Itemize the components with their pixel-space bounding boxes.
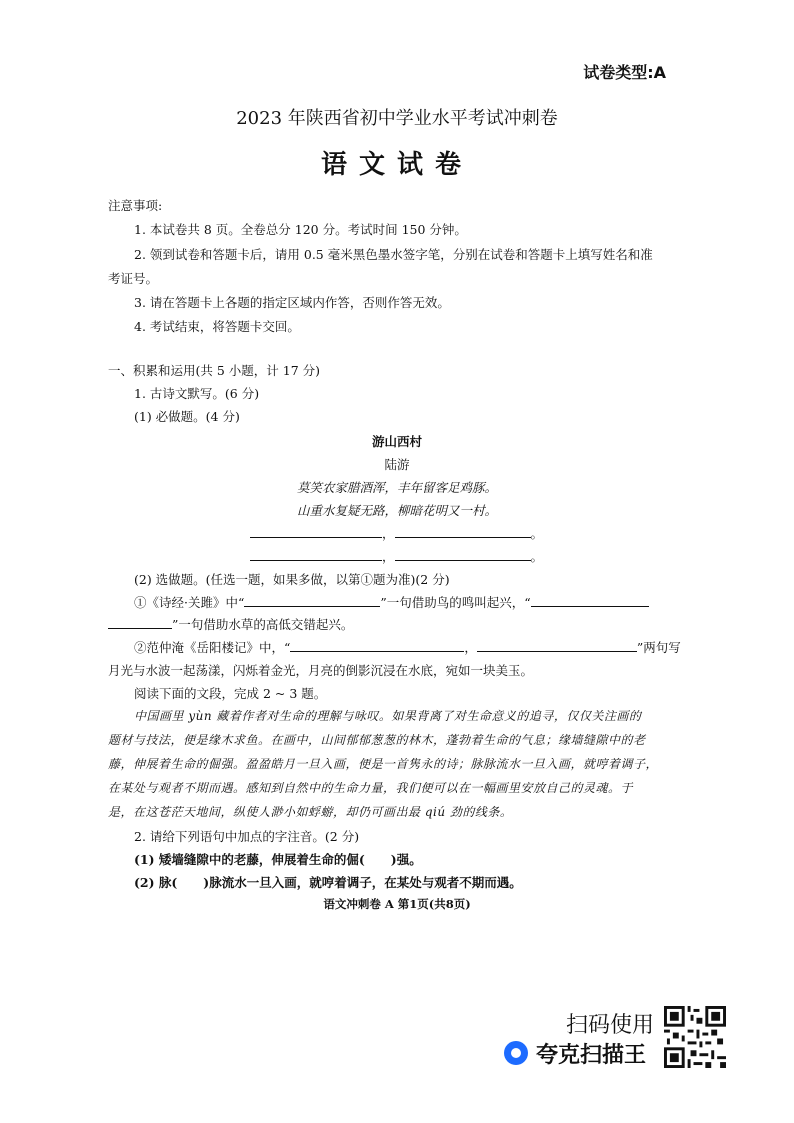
exam-title: 2023 年陕西省初中学业水平考试冲刺卷	[236, 108, 558, 129]
option-2-text: ”两句写	[636, 640, 681, 655]
option-1-cont	[108, 615, 353, 633]
qr-code-icon[interactable]	[664, 1006, 726, 1068]
notice-item: 3. 请在答题卡上各题的指定区域内作答，否则作答无效。	[134, 295, 450, 310]
passage-line: 是，在这苍茫天地间，纵使人渺小如蜉蝣，却仍可画出最 qiú 劲的线条。	[108, 805, 513, 819]
question-2-1-text: (1) 矮墙缝隙中的老藤，伸展着生命的倔(	[134, 852, 365, 867]
option-2-text: ，	[464, 640, 477, 655]
answer-blank-row: ， 。	[250, 524, 543, 542]
answer-blank[interactable]	[250, 548, 382, 561]
quark-logo-icon	[504, 1041, 528, 1065]
question-2-2-text: )脉流水一旦入画，就哼着调子，在某处与观者不期而遇。	[203, 875, 522, 890]
passage-line: 在某处与观者不期而遇。感知到自然中的生命力量，我们便可以在一幅画里安放自己的灵魂。于	[108, 781, 634, 795]
option-2-cont: 月光与水波一起荡漾，闪烁着金光，月亮的倒影沉浸在水底，宛如一块美玉。	[108, 663, 534, 678]
subject-title: 语文试卷	[320, 150, 473, 180]
option-2-text: ②范仲淹《岳阳楼记》中，“	[134, 640, 291, 655]
answer-blank-row: ， 。	[250, 547, 543, 565]
section-title: 一、积累和运用(共 5 小题，计 17 分)	[108, 363, 321, 378]
notice-item: 4. 考试结束，将答题卡交回。	[134, 319, 300, 334]
poem-title: 游山西村	[371, 434, 422, 449]
question-1: 1. 古诗文默写。(6 分)	[134, 386, 260, 401]
answer-blank[interactable]	[531, 594, 649, 607]
paper-type-label: 试卷类型:A	[583, 63, 666, 82]
option-1-text: ”一句借助鸟的鸣叫起兴，“	[380, 595, 531, 610]
answer-blank[interactable]	[290, 639, 464, 652]
answer-blank[interactable]	[250, 525, 382, 538]
question-1-2: (2) 选做题。(任选一题，如果多做，以第①题为准)(2 分)	[134, 572, 450, 587]
notice-title: 注意事项:	[108, 198, 163, 213]
reading-intro: 阅读下面的文段，完成 2 ~ 3 题。	[134, 686, 327, 701]
question-2: 2. 请给下列语句中加点的字注音。(2 分)	[134, 829, 360, 844]
answer-blank[interactable]	[395, 525, 531, 538]
page-footer: 语文冲刺卷 A 第1页(共8页)	[323, 897, 471, 911]
scan-to-use-label: 扫码使用	[565, 1013, 654, 1038]
option-1-text: ①《诗经·关雎》中“	[134, 595, 245, 610]
passage-line: 中国画里 yùn 藏着作者对生命的理解与咏叹。如果背离了对生命意义的追寻，仅仅关注画的	[134, 709, 642, 723]
answer-blank[interactable]	[395, 548, 531, 561]
notice-item: 1. 本试卷共 8 页。全卷总分 120 分。考试时间 150 分钟。	[134, 222, 467, 237]
passage-line: 藤，伸展着生命的倔强。盈盈皓月一旦入画，便是一首隽永的诗；脉脉流水一旦入画，就哼着调子，	[108, 757, 659, 771]
poem-author: 陆游	[384, 457, 410, 472]
poem-line: 山重水复疑无路，柳暗花明又一村。	[296, 503, 497, 518]
question-2-1	[134, 850, 422, 868]
notice-item: 考证号。	[108, 271, 159, 286]
notice-item: 2. 领到试卷和答题卡后，请用 0.5 毫米黑色墨水签字笔，分别在试卷和答题卡上填写姓名和准	[134, 247, 653, 262]
brand-name: 夸克扫描王	[536, 1042, 647, 1068]
option-1	[134, 593, 649, 611]
question-2-1-text: )强。	[390, 852, 422, 867]
passage-line: 题材与技法，便是缘木求鱼。在画中，山间郁郁葱葱的林木，蓬勃着生命的气息；缘墙缝隙中的老	[108, 733, 646, 747]
answer-blank[interactable]	[108, 616, 172, 629]
brand-logo	[504, 1038, 646, 1068]
question-2-2-text: (2) 脉(	[134, 875, 178, 890]
poem-line: 莫笑农家腊酒浑，丰年留客足鸡豚。	[296, 480, 497, 495]
answer-blank[interactable]	[477, 639, 637, 652]
option-1-text: ”一句借助水草的高低交错起兴。	[172, 617, 354, 632]
option-2	[134, 638, 681, 656]
answer-blank[interactable]	[244, 594, 380, 607]
question-1-1: (1) 必做题。(4 分)	[134, 409, 240, 424]
question-2-2	[134, 873, 522, 891]
